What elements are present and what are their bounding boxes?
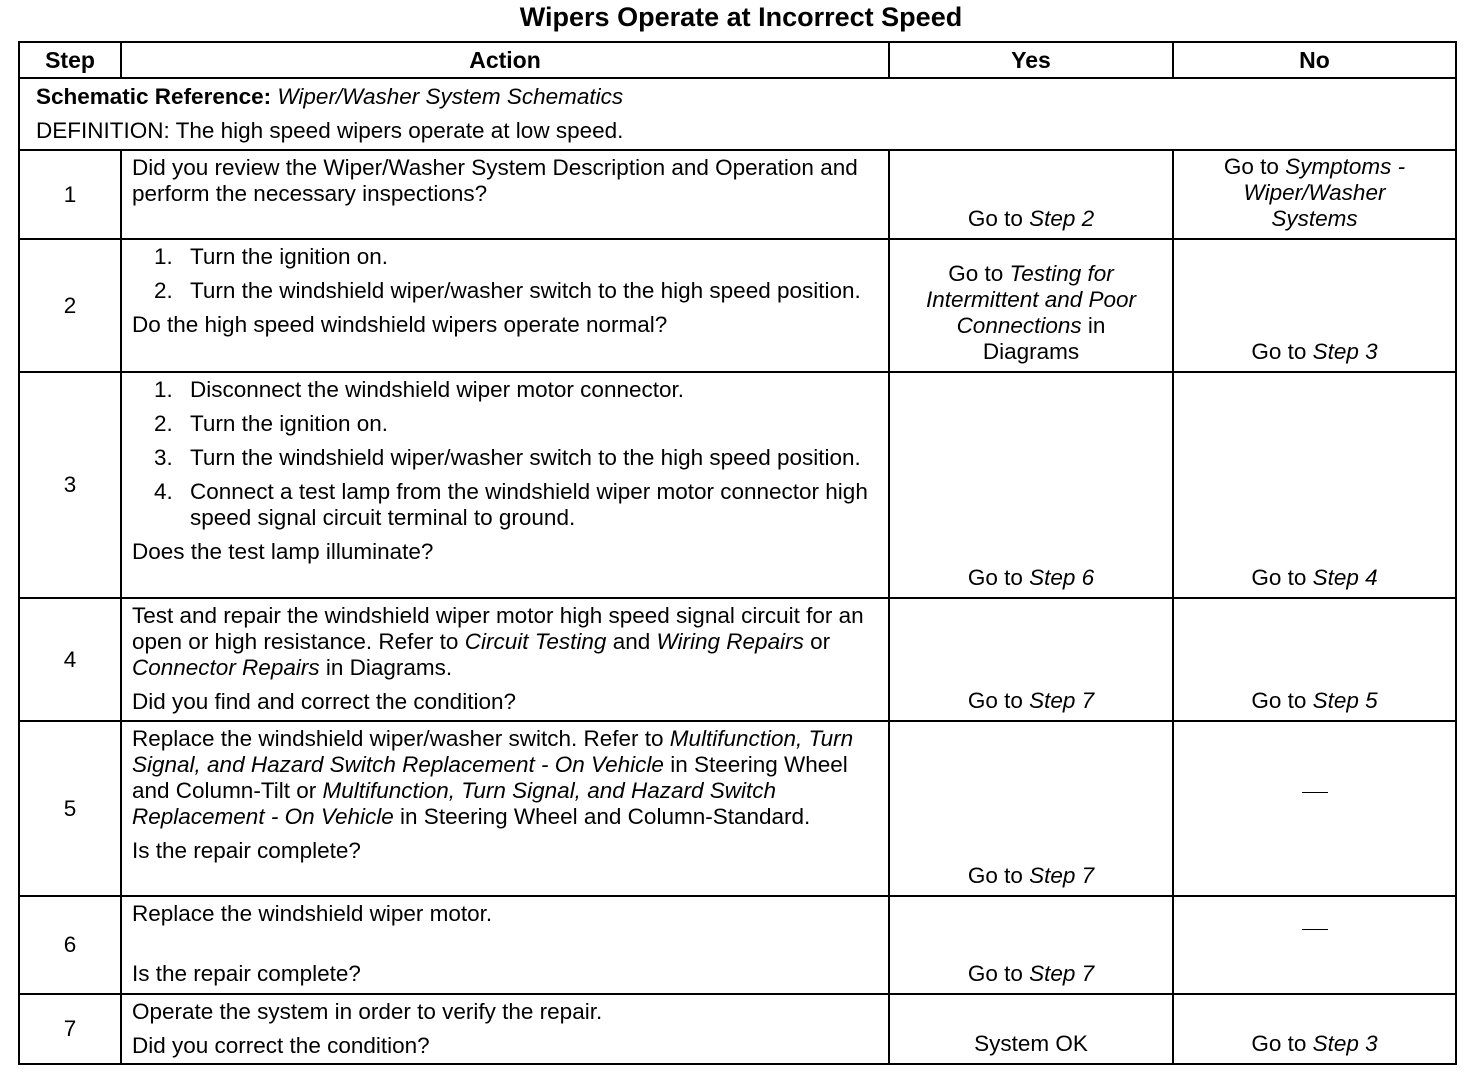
step-number: 2 [19,239,121,372]
step-number: 1 [19,150,121,239]
wiring-repairs-link[interactable]: Wiring Repairs [656,629,804,654]
step-question: Did you find and correct the condition? [132,689,516,714]
definition: DEFINITION: The high speed wipers operate at low speed. [36,118,624,143]
no-action-dash [1302,929,1328,956]
no-link[interactable]: Symptoms - Wiper/Washer Systems [1243,154,1406,231]
schematic-reference [36,84,1439,110]
diagnostic-table [18,41,1457,1065]
header-action: Action [121,42,889,78]
step-action [121,372,889,598]
action-text: Did you review the Wiper/Washer System Description and Operation and perform the necessary inspections? [132,155,858,206]
connector-repairs-link[interactable]: Connector Repairs [132,655,320,680]
substep: 2. Turn the windshield wiper/washer switch to the high speed position. [154,278,861,303]
no-link[interactable]: Step 4 [1312,565,1378,590]
yes-cell [889,372,1173,598]
substep-list [132,377,878,531]
step-number: 3 [19,372,121,598]
no-cell [1173,372,1456,598]
step-row [19,721,1456,896]
step-row [19,896,1456,994]
step-action [121,598,889,721]
yes-link[interactable]: Step 7 [1029,961,1095,986]
step-row [19,372,1456,598]
goto-prefix: Go to [967,961,1023,986]
yes-link[interactable]: Step 6 [1029,565,1095,590]
schematic-reference-link[interactable]: Wiper/Washer System Schematics [277,84,624,109]
yes-cell [889,896,1173,994]
header-no: No [1173,42,1456,78]
step-action [121,150,889,239]
no-link[interactable]: Step 5 [1312,688,1378,713]
goto-prefix: Go to [1251,339,1307,364]
yes-cell [889,994,1173,1064]
yes-cell [889,598,1173,721]
step-question: Is the repair complete? [132,838,361,863]
yes-cell [889,721,1173,896]
yes-link[interactable]: Testing for Intermittent and Poor Connections [925,261,1137,338]
substep: 1. Disconnect the windshield wiper motor connector. [154,377,685,402]
goto-prefix: Go to [1251,565,1307,590]
step-action [121,239,889,372]
no-cell [1173,150,1456,239]
step-row [19,598,1456,721]
substep-list [132,244,878,304]
yes-link[interactable]: Step 7 [1029,688,1095,713]
no-cell [1173,896,1456,994]
step-question: Did you correct the condition? [132,1033,430,1058]
system-ok-text: System OK [974,1031,1088,1056]
no-link[interactable]: Step 3 [1312,339,1378,364]
step-question: Do the high speed windshield wipers operate normal? [132,312,668,337]
action-text: Replace the windshield wiper/washer switch. Refer to Multifunction, Turn Signal, and Hazard Switch Replacement - On Vehicle in Steering Wheel and Column-Tilt or Multifunction, Turn Signal, and Hazard Switch Replacement - On Vehicle in Steering Wheel and Column-Standard. [132,726,854,829]
action-text: Replace the windshield wiper motor. [132,901,493,926]
no-cell [1173,721,1456,896]
step-question: Does the test lamp illuminate? [132,539,434,564]
goto-prefix: Go to [1223,154,1279,179]
action-text: Operate the system in order to verify the repair. [132,999,603,1024]
yes-suffix: Diagrams [982,339,1080,364]
circuit-testing-link[interactable]: Circuit Testing [464,629,607,654]
header-yes: Yes [889,42,1173,78]
header-step: Step [19,42,121,78]
step-row [19,150,1456,239]
yes-cell [889,150,1173,239]
yes-link[interactable]: Step 2 [1029,206,1095,231]
substep: 2. Turn the ignition on. [154,411,389,436]
goto-prefix: Go to [948,261,1004,286]
action-text: Test and repair the windshield wiper motor high speed signal circuit for an open or high resistance. Refer to Circuit Testing and Wiring Repairs or Connector Repairs in Diagrams. [132,603,864,680]
substep: 4. Connect a test lamp from the windshield wiper motor connector high speed signal circuit terminal to ground. [154,479,868,530]
no-cell [1173,598,1456,721]
no-cell [1173,994,1456,1064]
substep: 1. Turn the ignition on. [154,244,389,269]
step-question: Is the repair complete? [132,961,361,986]
page-title: Wipers Operate at Incorrect Speed [519,2,963,32]
header-row [19,42,1456,78]
goto-prefix: Go to [967,565,1023,590]
no-cell [1173,239,1456,372]
substep: 3. Turn the windshield wiper/washer switch to the high speed position. [154,445,861,470]
no-link[interactable]: Step 3 [1312,1031,1378,1056]
schematic-reference-label: Schematic Reference: [36,84,272,109]
step-action [121,994,889,1064]
step-action [121,896,889,994]
step-action [121,721,889,896]
goto-prefix: Go to [1251,1031,1307,1056]
step-number: 7 [19,994,121,1064]
reference-row [19,78,1456,150]
step-number: 6 [19,896,121,994]
switch-replacement-tilt-link[interactable]: Multifunction, Turn Signal, and Hazard Switch Replacement - On Vehicle [132,726,854,777]
step-number: 4 [19,598,121,721]
step-row [19,239,1456,372]
reference-cell [19,78,1456,150]
goto-prefix: Go to [967,206,1023,231]
switch-replacement-standard-link[interactable]: Multifunction, Turn Signal, and Hazard Switch Replacement - On Vehicle [132,778,777,829]
yes-cell: Go to Testing for Intermittent and Poor Connections in Diagrams [889,239,1173,372]
yes-link[interactable]: Step 7 [1029,863,1095,888]
goto-prefix: Go to [967,688,1023,713]
step-row [19,994,1456,1064]
goto-prefix: Go to [967,863,1023,888]
no-action-dash [1302,792,1328,819]
goto-prefix: Go to [1251,688,1307,713]
step-number: 5 [19,721,121,896]
